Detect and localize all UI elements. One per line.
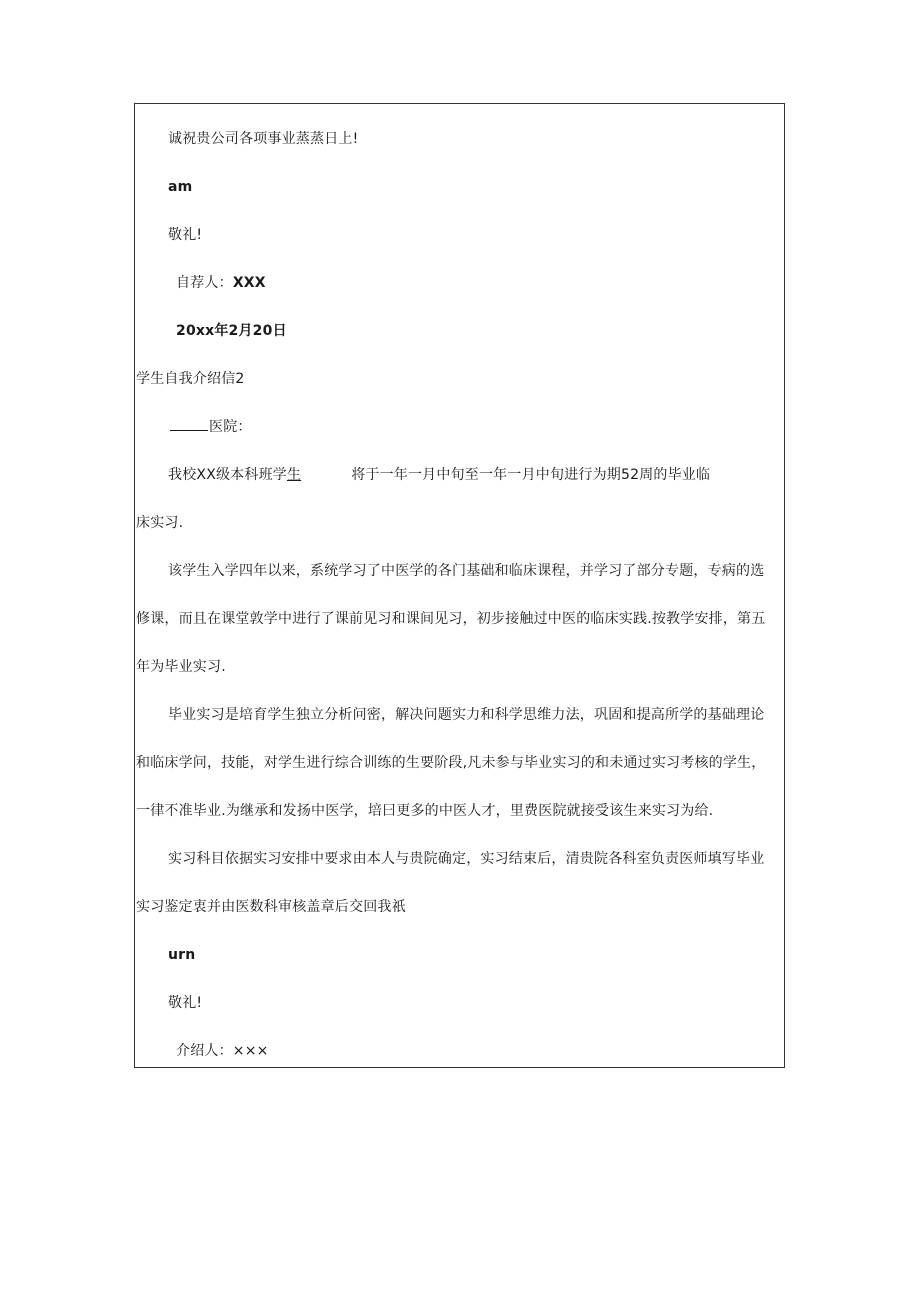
salutation-regards: 敬礼! [168, 227, 203, 243]
paragraph-1-line-1 [168, 466, 710, 484]
paragraph-4-line-1: 实习科目依据实习安排中要求由本人与贵院确定，实习结束后，清贵院各科室负责医师填写毕业 [168, 851, 765, 867]
salutation-regards-2: 敬礼! [168, 995, 203, 1011]
self-recommender-line [176, 274, 266, 292]
section-title: 学生自我介绍信2 [136, 371, 245, 387]
paragraph-1-part-c: 将于一年一月中旬至一年一月中旬进行为期52周的毕业临 [351, 467, 711, 483]
paragraph-1-part-a: 我校XX级本科班学 [168, 467, 287, 483]
paragraph-2-line-2: 修课，而且在课堂敦学中进行了课前见习和课间见习，初步接触过中医的临床实践.按教学安排，第五 [136, 611, 766, 627]
paragraph-1-part-b: 生 [286, 467, 302, 483]
hospital-salutation-text: 医院： [209, 419, 252, 435]
document-frame [134, 103, 785, 1068]
paragraph-2-line-3: 年为毕业实习. [136, 659, 226, 675]
hospital-salutation [170, 418, 252, 436]
paragraph-2-line-1: 该学生入学四年以来，系统学习了中医学的各门基础和临床课程，并学习了部分专题，专病的选 [168, 563, 765, 579]
paragraph-4-line-2: 实习鉴定衷并由医数科审核盖章后交回我祇 [136, 899, 406, 915]
stray-text-urn: urn [168, 947, 196, 963]
self-recommender-label: 自荐人： [176, 275, 233, 291]
paragraph-3-line-1: 毕业实习是培育学生独立分析问密，解决问题实力和科学思维力法，巩固和提高所学的基础理论 [168, 707, 765, 723]
letter-date: 20xx年2月20日 [176, 323, 287, 339]
closing-wish: 诚祝贵公司各项事业蒸蒸日上! [168, 131, 359, 147]
self-recommender-name: XXX [232, 275, 266, 291]
stray-text-am: am [168, 179, 193, 195]
introducer-line: 介绍人：××× [176, 1043, 269, 1059]
paragraph-3-line-3: 一律不准毕业.为继承和发扬中医学，培曰更多的中医人才，里费医院就接受该生来实习为给. [136, 803, 714, 819]
blank-fill-line [170, 418, 208, 431]
paragraph-3-line-2: 和临床学问，技能，对学生进行综合训练的生要阶段,凡未参与毕业实习的和未通过实习考核的学生， [136, 755, 766, 771]
paragraph-1-line-2: 床实习. [136, 515, 184, 531]
